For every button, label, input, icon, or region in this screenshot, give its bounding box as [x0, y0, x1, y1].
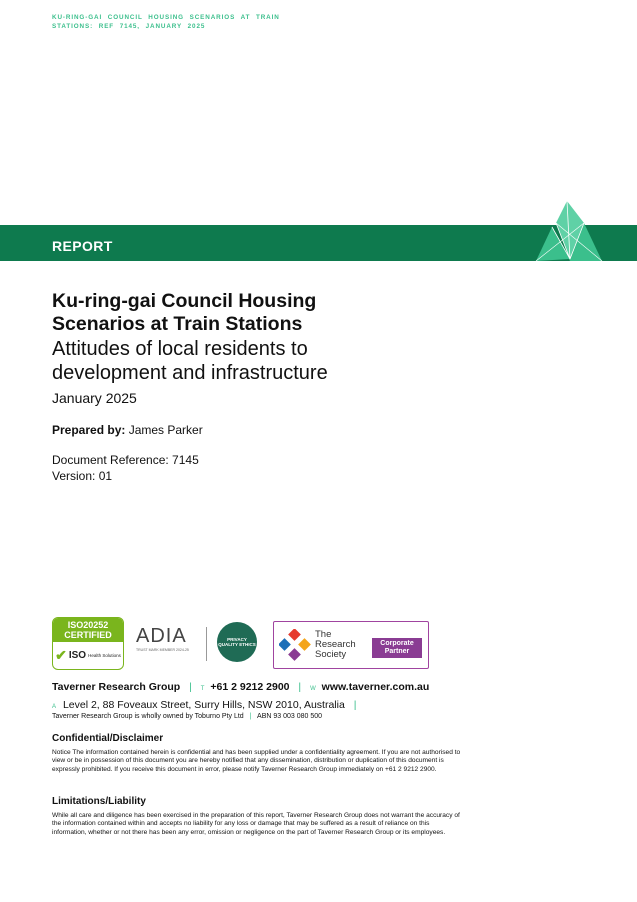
research-society-name: [315, 630, 356, 660]
iso-small-text: Health Solutions: [88, 652, 121, 658]
ownership-line: [52, 713, 322, 720]
ownership-text: Taverner Research Group is wholly owned by Toburno Pty Ltd: [52, 713, 244, 720]
separator: |: [249, 713, 252, 720]
separator: |: [189, 681, 192, 693]
iso-mark: ISO: [68, 649, 87, 661]
document-version: Version: 01: [52, 469, 113, 483]
accreditation-logos: [52, 617, 432, 670]
contact-line: [52, 681, 429, 693]
report-date: January 2025: [52, 390, 137, 406]
prepared-by-name: James Parker: [128, 423, 203, 437]
corporate-partner-badge: Corporate Partner: [372, 638, 422, 658]
running-header-line-2: STATIONS: REF 7145, JANUARY 2025: [52, 23, 206, 30]
address-label: A: [52, 704, 57, 710]
web-label: W: [310, 686, 316, 692]
report-label: REPORT: [52, 238, 113, 254]
logo-divider: [206, 627, 207, 661]
adia-logo: [136, 625, 214, 665]
iso-certified-badge: [52, 617, 124, 670]
trs-name-line-2: Research: [315, 639, 356, 650]
report-subtitle: Attitudes of local residents to development and infrastructure: [52, 338, 328, 384]
iso-line-2: CERTIFIED: [64, 630, 112, 640]
adia-subtext: TRUST MARK MEMBER 2024-25: [136, 648, 189, 652]
running-header-line-1: KU-RING-GAI COUNCIL HOUSING SCENARIOS AT TRAIN: [52, 14, 280, 21]
limitations-heading: Limitations/Liability: [52, 796, 146, 807]
trs-name-line-1: The: [315, 629, 332, 640]
privacy-quality-ethics-seal: PRIVACY QUALITY ETHICS: [217, 622, 257, 662]
trs-name-line-3: Society: [315, 649, 347, 660]
taverner-mountain-logo: [532, 199, 607, 261]
adia-wordmark: ADIA: [136, 625, 187, 647]
abn-text: ABN 93 003 080 500: [257, 713, 323, 720]
research-society-icon: [279, 629, 311, 661]
confidential-heading: Confidential/Disclaimer: [52, 733, 164, 744]
separator: |: [353, 699, 357, 711]
running-header: [52, 13, 292, 31]
research-society-logo: [273, 621, 429, 669]
company-name: Taverner Research Group: [52, 681, 181, 693]
phone-label: T: [200, 686, 205, 692]
document-reference: Document Reference: 7145: [52, 453, 199, 467]
confidential-text: Notice The information contained herein is confidential and has been supplied under a confidentiality agreement. If you are not authorised to view or be in possession of this document you are hereby notified that any dissemination, distribution or duplication of this document is expressly prohibited. If you receive this document in error, please notify Taverner Research Group immediately on +61 2 9212 2900.: [52, 749, 461, 773]
iso-line-1: ISO20252: [67, 620, 109, 630]
report-title: Ku-ring-gai Council Housing Scenarios at Train Stations: [52, 290, 317, 335]
address-line: [52, 699, 356, 711]
phone-number: +61 2 9212 2900: [210, 681, 290, 693]
prepared-by-label: Prepared by:: [52, 423, 126, 437]
checkmark-icon: ✔: [55, 646, 67, 663]
limitations-text: While all care and diligence has been exercised in the preparation of this report, Taverner Research Group does not warrant the accuracy of the information contained within and accepts no liability for any loss or damage that may be suffered as a result of reliance on this information, whether or not there has been any error, omission or negligence on the part of Taverner Research Group or its employees.: [52, 812, 460, 836]
prepared-by: [52, 423, 203, 437]
separator: |: [298, 681, 302, 693]
website-link[interactable]: www.taverner.com.au: [321, 681, 430, 693]
address-text: Level 2, 88 Foveaux Street, Surry Hills, NSW 2010, Australia: [62, 699, 345, 711]
document-info: [52, 452, 199, 484]
